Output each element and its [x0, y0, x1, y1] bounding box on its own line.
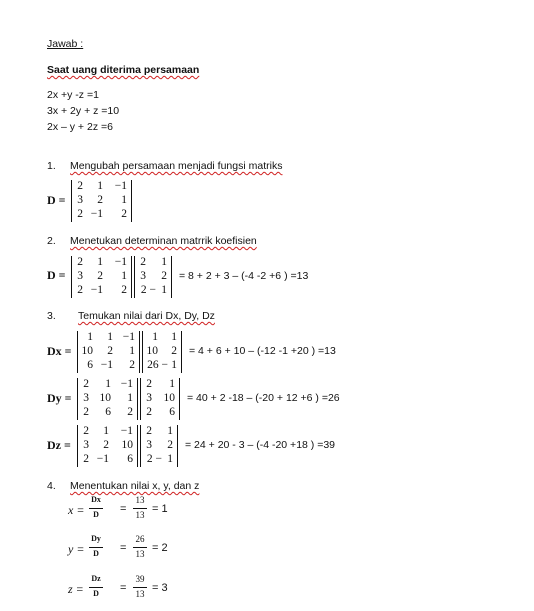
cell: −1	[120, 425, 133, 437]
cell: 3	[146, 392, 152, 404]
det-bar	[137, 378, 138, 420]
det-bar	[142, 331, 143, 373]
cell: 3	[83, 439, 89, 451]
step-1-text: Mengubah persamaan menjadi fungsi matriks	[70, 160, 283, 172]
det-bar	[181, 331, 182, 373]
det-bar	[77, 378, 78, 420]
cell: 1	[171, 331, 177, 343]
cell: 26 −	[147, 359, 168, 371]
cell: 1	[87, 331, 93, 343]
step-4-number: 4.	[47, 480, 56, 492]
fraction-bar	[89, 587, 103, 588]
cell: −1	[90, 208, 103, 220]
det-dx-result: = 4 + 6 + 10 – (-12 -1 +20 ) =13	[189, 345, 336, 357]
det-bar	[131, 256, 132, 298]
cell: 1	[161, 284, 167, 296]
det-bar-right	[131, 180, 132, 222]
cell: 2	[121, 284, 127, 296]
det-dy-result: = 40 + 2 -18 – (-20 + 12 +6 ) =26	[187, 392, 340, 404]
equation-1: 2x +y -z =1	[47, 89, 99, 101]
result-y: = 2	[152, 542, 168, 554]
cell: 2	[146, 378, 152, 390]
cell: 3	[83, 392, 89, 404]
fraction-bar	[133, 547, 147, 548]
det-dy-label: Dy =	[47, 391, 72, 405]
determinant-dx	[47, 331, 387, 373]
determinant-d	[47, 256, 377, 298]
var-y: y =	[68, 542, 85, 556]
cell: 2	[83, 453, 89, 465]
det-dz-result: = 24 + 20 - 3 – (-4 -20 +18 ) =39	[185, 439, 336, 451]
cell: 1	[105, 378, 111, 390]
cell: 1	[103, 425, 109, 437]
step-3-number: 3.	[47, 310, 56, 322]
cell: 2	[146, 425, 152, 437]
step-3-text: Temukan nilai dari Dx, Dy, Dz	[78, 310, 215, 322]
cell: 2	[97, 270, 103, 282]
cell: 1	[152, 331, 158, 343]
det-d-result: = 8 + 2 + 3 – (-4 -2 +6 ) =13	[179, 270, 309, 282]
det-bar	[71, 256, 72, 298]
equation-3: 2x – y + 2z =6	[47, 121, 113, 133]
cell: 2	[107, 345, 113, 357]
cell: 2	[103, 439, 109, 451]
cell: 1	[121, 270, 127, 282]
frac-den: D	[93, 510, 99, 519]
det-bar	[77, 331, 78, 373]
subheading: Saat uang diterima persamaan	[47, 64, 200, 76]
equals: =	[120, 503, 127, 515]
det-bar	[179, 378, 180, 420]
cell: 2 −	[140, 284, 156, 296]
cell: −1	[120, 378, 133, 390]
frac-num: 39	[135, 574, 145, 584]
cell: 2	[121, 208, 127, 220]
cell: 2	[140, 256, 146, 268]
cell: 1	[129, 345, 135, 357]
frac-den: 13	[135, 549, 145, 559]
det-bar	[77, 425, 78, 467]
cell: −1	[122, 331, 135, 343]
frac-num: Dy	[91, 534, 101, 543]
var-x: x =	[68, 503, 85, 517]
step-2-text: Menetukan determinan matrrik koefisien	[70, 235, 257, 247]
cell: 1	[97, 256, 103, 268]
cell: −1	[96, 453, 109, 465]
det-bar	[139, 331, 140, 373]
cell: 2	[77, 208, 83, 220]
cell: 3	[146, 439, 152, 451]
cell: 2	[77, 180, 83, 192]
det-bar	[177, 425, 178, 467]
cell: −1	[100, 359, 113, 371]
step-2-number: 2.	[47, 235, 56, 247]
cell: −1	[90, 284, 103, 296]
det-bar	[134, 256, 135, 298]
det-bar	[140, 425, 141, 467]
frac-den: 13	[135, 510, 145, 520]
cell: 2	[129, 359, 135, 371]
cell: 3	[77, 194, 83, 206]
fraction-bar	[89, 508, 103, 509]
fraction-bar	[133, 508, 147, 509]
cell: 1	[171, 359, 177, 371]
matrix-d-coefficients	[47, 180, 167, 222]
step-4-text: Menentukan nilai x, y, dan z	[70, 480, 200, 492]
frac-num: 13	[135, 495, 145, 505]
cell: 2	[77, 256, 83, 268]
det-bar	[140, 378, 141, 420]
cell: −1	[114, 256, 127, 268]
det-bar	[171, 256, 172, 298]
cell: −1	[114, 180, 127, 192]
frac-den: D	[93, 549, 99, 558]
result-z: = 3	[152, 582, 168, 594]
cell: 1	[97, 180, 103, 192]
cell: 10	[81, 345, 93, 357]
var-z: z =	[68, 582, 84, 596]
cell: 2 −	[146, 453, 162, 465]
cell: 2	[127, 406, 133, 418]
equals: =	[120, 542, 127, 554]
cell: 1	[169, 378, 175, 390]
cell: 2	[146, 406, 152, 418]
cell: 6	[127, 453, 133, 465]
determinant-dy	[47, 378, 387, 420]
det-bar	[137, 425, 138, 467]
cell: 2	[97, 194, 103, 206]
frac-den: D	[93, 589, 99, 598]
cell: 2	[83, 425, 89, 437]
cell: 1	[121, 194, 127, 206]
fraction-bar	[89, 547, 103, 548]
cell: 1	[161, 256, 167, 268]
cell: 3	[140, 270, 146, 282]
solution-y	[68, 534, 188, 564]
equals: =	[120, 582, 127, 594]
cell: 3	[77, 270, 83, 282]
fraction-bar	[133, 587, 147, 588]
cell: 1	[127, 392, 133, 404]
det-d-label: D =	[47, 268, 66, 282]
solution-x	[68, 495, 188, 525]
cell: 10	[146, 345, 158, 357]
cell: 1	[167, 425, 173, 437]
frac-den: 13	[135, 589, 145, 599]
cell: 6	[105, 406, 111, 418]
equation-2: 3x + 2y + z =10	[47, 105, 120, 117]
frac-num: Dz	[91, 574, 101, 583]
cell: 10	[121, 439, 133, 451]
solution-z	[68, 574, 188, 604]
determinant-dz	[47, 425, 387, 467]
cell: 2	[83, 378, 89, 390]
cell: 10	[99, 392, 111, 404]
cell: 2	[171, 345, 177, 357]
cell: 10	[163, 392, 175, 404]
det-bar-left	[71, 180, 72, 222]
cell: 2	[167, 439, 173, 451]
cell: 6	[169, 406, 175, 418]
cell: 2	[77, 284, 83, 296]
cell: 6	[87, 359, 93, 371]
cell: 2	[83, 406, 89, 418]
frac-num: Dx	[91, 495, 101, 504]
det-dz-label: Dz =	[47, 438, 71, 452]
cell: 2	[161, 270, 167, 282]
det-dx-label: Dx =	[47, 344, 72, 358]
matrix-d-label: D =	[47, 193, 66, 207]
result-x: = 1	[152, 503, 168, 515]
step-1-number: 1.	[47, 160, 56, 172]
cell: 1	[167, 453, 173, 465]
answer-heading: Jawab :	[47, 38, 84, 50]
cell: 1	[107, 331, 113, 343]
frac-num: 26	[135, 534, 145, 544]
